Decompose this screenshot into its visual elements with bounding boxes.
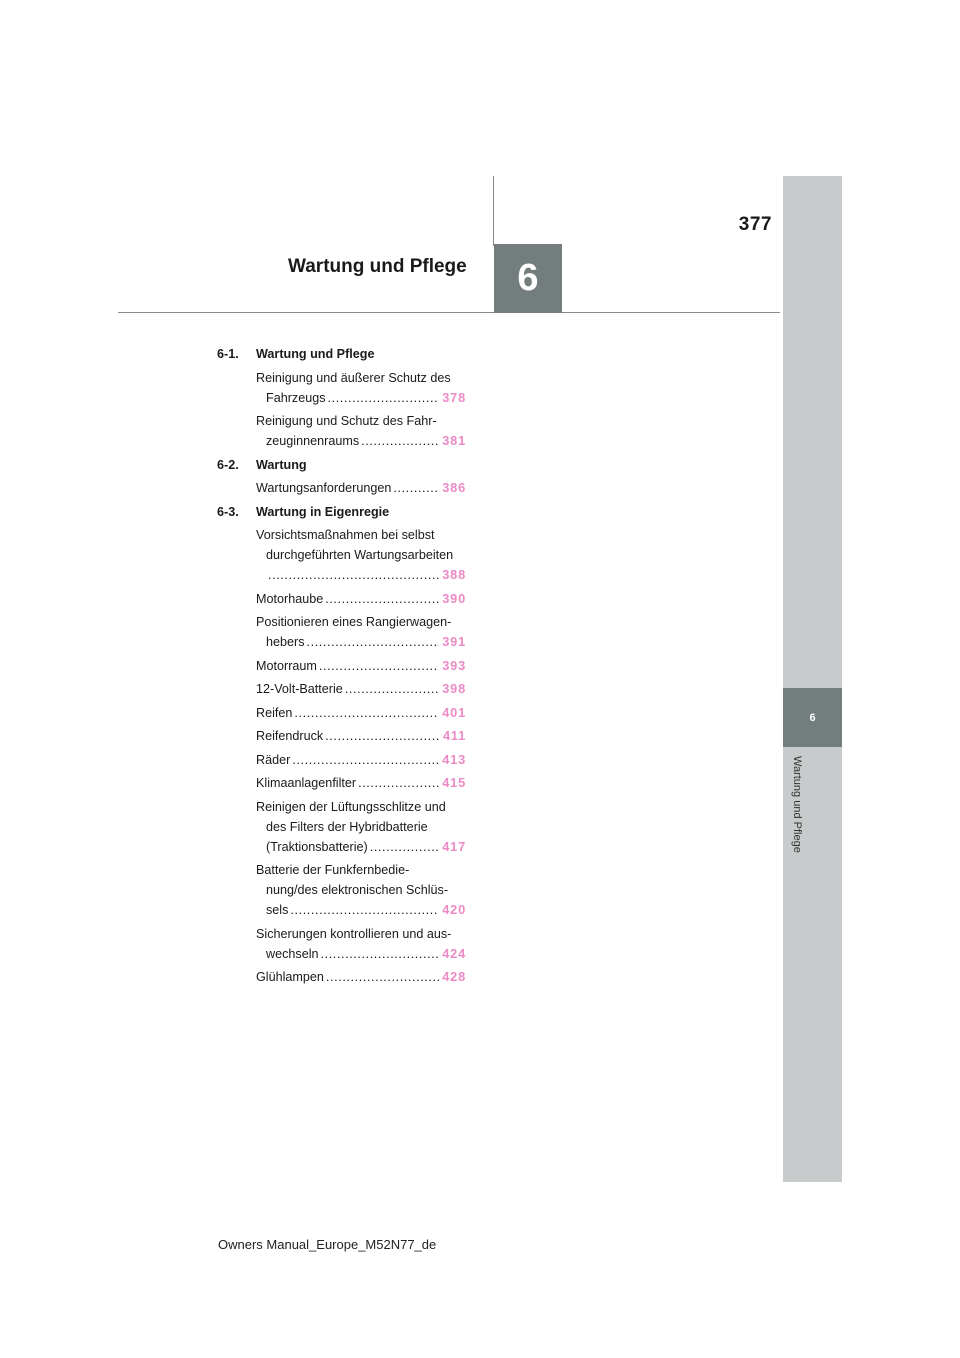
toc-entry-last-line (256, 680, 466, 698)
toc-page-link[interactable]: 391 (442, 634, 466, 649)
toc-page-link[interactable]: 420 (442, 902, 466, 917)
toc-entry[interactable] (256, 526, 466, 584)
toc-entry-last-line (256, 704, 466, 722)
toc-entry[interactable] (256, 727, 466, 745)
toc-entry-title-line: Reinigung und äußerer Schutz des (256, 370, 451, 385)
chapter-side-tab[interactable] (783, 688, 842, 747)
toc-entry-last-line (256, 774, 466, 792)
toc-page-link[interactable]: 381 (442, 433, 466, 448)
table-of-contents (217, 345, 469, 992)
toc-entry[interactable] (256, 751, 466, 769)
dot-leader (328, 389, 440, 407)
dot-leader (294, 704, 439, 722)
toc-entry-title-line: durchgeführten Wartungsarbeiten (266, 548, 454, 562)
toc-page-link[interactable]: 398 (442, 681, 466, 696)
dot-leader (321, 945, 440, 963)
dot-leader (292, 751, 439, 769)
dot-leader (325, 590, 439, 608)
toc-entry[interactable] (256, 968, 466, 986)
toc-section-number: 6-3. (217, 504, 239, 519)
page-number: 377 (738, 214, 772, 235)
dot-leader (345, 680, 439, 698)
dot-leader (290, 901, 439, 919)
chapter-title: Wartung und Pflege (288, 256, 467, 277)
toc-entry-title-line: Klimaanlagenfilter (256, 776, 357, 790)
toc-entry[interactable] (256, 798, 466, 856)
toc-page-link[interactable]: 415 (442, 775, 466, 790)
dot-leader (325, 727, 440, 745)
toc-page-link[interactable]: 386 (442, 480, 466, 495)
toc-entry-title-line: nung/des elektronischen Schlüs- (266, 883, 449, 897)
toc-entry-last-line (256, 566, 466, 584)
chapter-number-box (494, 244, 562, 313)
dot-leader (370, 838, 440, 856)
toc-page-link[interactable]: 388 (442, 567, 466, 582)
toc-entry-last-line (256, 657, 466, 675)
toc-entry[interactable] (256, 774, 466, 792)
toc-entry-title-line: zeuginnenraums (266, 434, 360, 448)
toc-entry-title-line: Glühlampen (256, 970, 324, 984)
toc-entry-title-line: Wartungsanforderungen (256, 481, 392, 495)
toc-page-link[interactable]: 424 (442, 945, 466, 961)
toc-entry-last-line (256, 751, 466, 769)
toc-entry-title-line: Fahrzeugs (266, 390, 326, 405)
toc-entry[interactable] (256, 861, 466, 919)
toc-entry-title-line: wechseln (266, 946, 319, 961)
toc-entry-last-line (256, 838, 466, 856)
side-tab-number: 6 (809, 711, 816, 724)
toc-entry-title-line: Räder (256, 752, 291, 767)
dot-leader (319, 657, 439, 675)
toc-entry[interactable] (256, 680, 466, 698)
toc-entry-last-line (256, 479, 466, 497)
footer-manual-id: Owners Manual_Europe_M52N77_de (218, 1237, 437, 1252)
toc-page-link[interactable]: 390 (442, 590, 466, 606)
toc-entry-title-line: Reifendruck (256, 729, 324, 743)
toc-entry-title-line: Motorraum (256, 658, 317, 673)
toc-entry-title-line: Reinigung und Schutz des Fahr- (256, 414, 437, 428)
toc-entry-title-line: (Traktionsbatterie) (266, 839, 368, 854)
dot-leader (307, 633, 440, 651)
toc-entry[interactable] (256, 412, 466, 450)
toc-entry-title-line: Vorsichtsmaßnahmen bei selbst (256, 528, 435, 542)
toc-entry-title-line: Reifen (256, 705, 293, 720)
toc-entry[interactable] (256, 479, 466, 497)
dot-leader (268, 566, 439, 584)
toc-entry-last-line (256, 901, 466, 919)
header-vertical-rule (493, 176, 494, 246)
chapter-number: 6 (517, 257, 539, 299)
dot-leader (358, 774, 439, 792)
toc-entry[interactable] (256, 925, 466, 963)
toc-entry-title-line: des Filters der Hybridbatterie (266, 819, 428, 834)
toc-section-title: Wartung (256, 457, 307, 472)
toc-entry-title-line: 12-Volt-Batterie (256, 682, 343, 696)
toc-section-title: Wartung und Pflege (256, 347, 375, 361)
toc-entry-last-line (256, 432, 466, 450)
dot-leader (326, 968, 439, 986)
toc-section-heading[interactable] (217, 503, 469, 527)
toc-entry[interactable] (256, 704, 466, 722)
toc-entry-last-line (256, 389, 466, 407)
header-horizontal-rule (118, 312, 780, 313)
toc-entry-title-line: Sicherungen kontrollieren und aus- (256, 926, 452, 941)
toc-entry-last-line (256, 633, 466, 651)
side-tab-label: Wartung und Pflege (791, 756, 803, 853)
toc-section-title: Wartung in Eigenregie (256, 504, 390, 519)
dot-leader (361, 432, 439, 450)
toc-section-heading[interactable] (217, 345, 469, 369)
toc-page-link[interactable]: 413 (442, 751, 466, 767)
toc-entry-last-line (256, 968, 466, 986)
toc-page-link[interactable]: 428 (442, 969, 466, 984)
toc-entry[interactable] (256, 590, 466, 608)
toc-page-link[interactable]: 393 (442, 657, 466, 673)
toc-section-heading[interactable] (217, 456, 469, 480)
toc-entry-last-line (256, 945, 466, 963)
toc-page-link[interactable]: 417 (442, 838, 466, 854)
toc-section-number: 6-2. (217, 457, 239, 472)
toc-entry-last-line (256, 590, 466, 608)
toc-page-link[interactable]: 401 (442, 704, 466, 720)
toc-entry-last-line (256, 727, 466, 745)
toc-page-link[interactable]: 378 (442, 389, 466, 405)
side-strip (783, 176, 842, 1182)
toc-page-link[interactable]: 411 (442, 728, 466, 743)
toc-section-number: 6-1. (217, 347, 239, 361)
toc-entry-title-line: Motorhaube (256, 591, 324, 606)
toc-entry-title-line: sels (266, 903, 289, 917)
toc-entry-title-line: Positionieren eines Rangierwagen- (256, 615, 452, 629)
dot-leader (393, 479, 439, 497)
toc-entry[interactable] (256, 613, 466, 651)
toc-entry-title-line: Batterie der Funkfernbedie- (256, 863, 410, 877)
toc-entry-title-line: hebers (266, 635, 305, 649)
toc-entry-title-line: Reinigen der Lüftungsschlitze und (256, 799, 446, 814)
toc-entry[interactable] (256, 369, 466, 407)
toc-entry[interactable] (256, 657, 466, 675)
